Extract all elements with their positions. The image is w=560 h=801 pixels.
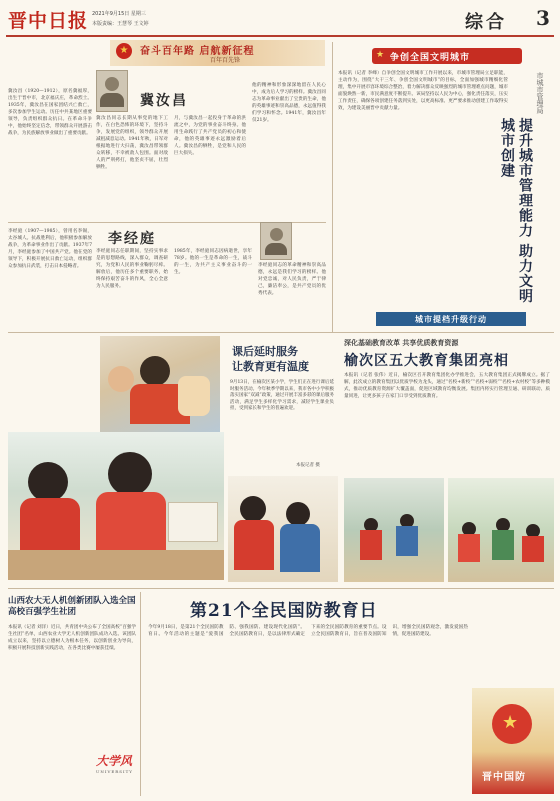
photo-caption-body: 9月13日，在榆次区某小学，学生们正在进行课后延时服务活动。今年秋季学期以来，我市各中小学积极落实国家“双减”政策，通过开展丰富多彩的课后服务活动，满足学生多样化学习需求，减轻学生课业负担，受到家长和学生的普遍欢迎。 bbox=[230, 380, 334, 411]
badge-text: 争创全国文明城市 bbox=[390, 53, 471, 63]
lizhiting-col2: 李经庭同志任职期间，坚持实事求是的思想路线，深入群众，调查研究，为党和人民的事业鞠躬尽瘁。解放后，他历任多个重要职务，始终保持艰苦奋斗的作风，全心全意为人民服务。 bbox=[96, 249, 168, 289]
urban-subhead: 市城市管理局 bbox=[536, 72, 544, 114]
civilization-badge bbox=[372, 48, 522, 64]
masthead bbox=[0, 0, 560, 40]
divider bbox=[8, 588, 554, 589]
students-photo-1 bbox=[344, 478, 444, 582]
classroom-photo-top bbox=[100, 336, 220, 434]
issue-date: 2021年9月15日 星期三 bbox=[92, 11, 146, 17]
defense-poster: ★ 晋中国防 bbox=[472, 688, 554, 794]
lizhiting-col3: 1985年，李经庭同志因病逝世，享年78岁。他的一生是革命的一生，战斗的一生，为共产主义事业奋斗的一生。 bbox=[174, 249, 252, 275]
banner-subtitle: 百年百先锋 bbox=[210, 57, 241, 64]
university-logo-sub: UNIVERSITY bbox=[96, 769, 133, 774]
masthead-rule bbox=[6, 35, 554, 37]
urban-headline: 提升城市管理能力 助力文明城市创建 bbox=[499, 118, 533, 304]
jiruchang-col1: 冀汝昌（1920—1912），原名冀福厚，出生于晋中市，北京福庆庄，革命烈士。1935年，冀汝昌在国家团结兴亡救亡，多次参加学生运动。历任中共某地区重要领导，负责组织群众抗日。在革命斗争中，他始终坚定信念，带领群众开展游击战争，为民族解放事业做出了重要贡献。 bbox=[8, 89, 92, 136]
jiruchang-col2: 冀汝昌同志长期从事党的地下工作，在白色恐怖的环境下，坚持斗争，发展党的组织，领导群众开展减租减息运动。1941年秋，日军对根据地进行大扫荡，冀汝昌带领群众转移，不幸被敌人包围。面对敌人的严刑拷打，他坚贞不屈，壮烈牺牲。 bbox=[96, 116, 168, 170]
university-logo-text: 大学风 bbox=[96, 754, 133, 768]
education-body: 本报讯（记者 张伟）近日，榆次区召开教育集团化办学推进会，五大教育集团正式揭牌成立。据了解，此次成立的教育集团以优质学校为龙头，通过“名校+新校”“名校+弱校”“名校+农村校”等多种模式，推动优质教育资源扩大覆盖面，促进区域教育均衡发展。集团内将实行管理互通、研训联动、质量同进，让更多孩子在家门口享受到优质教育。 bbox=[344, 373, 550, 399]
urban-article-body: 本报讯（记者 李峰）自争创全国文明城市工作开展以来，市城市管理局立足职能，主动作为，围绕“大干三年、争创全国文明城市”的目标，全面加强城市精细化管理，集中开展市容环境综合整治，着力解决群众反映强烈的城市管理难点问题，城市面貌焕然一新，市民满意度不断提升。该局坚持以人民为中心，强化责任落实，压实工作责任，确保各项创建任务落到实处，以更高标准、更严要求推动创建工作取得实效，为建设美丽晋中贡献力量。 bbox=[338, 71, 508, 111]
students-photo-2 bbox=[448, 478, 554, 582]
education-headline: 榆次区五大教育集团亮相 bbox=[344, 353, 509, 369]
photo-credit: 本报记者 摄 bbox=[296, 463, 320, 468]
banner-title: 奋斗百年路 启航新征程 bbox=[140, 46, 255, 57]
classroom-photo-main bbox=[8, 432, 224, 580]
editor-credit: 本版责编：王慧琴 王文婷 bbox=[92, 21, 149, 27]
defense-headline: 第21个全民国防教育日 bbox=[190, 601, 378, 621]
scholar-headline: 山西农大无人机创新团队入选全国高校百强学生社团 bbox=[8, 596, 136, 617]
newspaper-logo: 晋中日报 bbox=[8, 10, 89, 32]
education-kicker: 深化基础教育改革 共享优质教育资源 bbox=[344, 338, 459, 347]
jiruchang-name: 冀汝昌 bbox=[140, 93, 188, 109]
column-divider bbox=[140, 592, 141, 796]
section-title: 综合 bbox=[465, 12, 507, 33]
lizhiting-name: 李经庭 bbox=[108, 231, 156, 247]
jiruchang-col4: 他的精神和形象深深地留在人民心中，成为后人学习的榜样。冀汝昌同志为革命事业献出了宝贵的生命，他的英雄事迹和崇高品德，永远值得我们学习和怀念。1941年，冀汝昌年仅21岁。 bbox=[252, 83, 326, 123]
page-number: 3 bbox=[536, 6, 550, 30]
defense-badge: 晋中国防 bbox=[482, 772, 526, 783]
lizhiting-portrait bbox=[260, 222, 292, 260]
defense-body: 今年9月18日，是第21个全民国防教育日。今年活动的主题是“爱我国防、强我国防、建设现代化国防”。全民国防教育日，是以法律形式确定下来的全民国防教育的重要节点。设立全民国防教育日，旨在普及国防知识，增强全民国防观念，激发爱国热情，促进国防建设。 bbox=[148, 625, 468, 637]
party-banner bbox=[110, 40, 325, 66]
badge-star-icon: ★ bbox=[376, 50, 385, 60]
divider bbox=[8, 332, 554, 333]
photo-caption-title: 课后延时服务 让教育更有温度 bbox=[232, 345, 309, 373]
scholar-body: 本报讯（记者 刘洋）近日，共青团中央公布了全国高校“百强学生社团”名单，山西农业大学无人机创新团队成功入选。该团队成立以来，坚持以立德树人为根本任务，以创新创业为导向，积极开展科技创新实践活动，在各类比赛中屡获佳绩。 bbox=[8, 625, 136, 651]
party-emblem-icon: ★ bbox=[116, 43, 132, 59]
urban-footer-banner: 城市提档升级行动 bbox=[376, 312, 526, 326]
university-logo bbox=[96, 752, 142, 790]
jiruchang-portrait bbox=[96, 70, 128, 112]
jiruchang-col3: 月，与冀汝昌一起投身于革命的洪流之中，为党的事业奋斗终身。他用生命践行了共产党员的初心和使命，他的英雄事迹永远激励着后人。冀汝昌的牺牲，是党和人民的巨大损失。 bbox=[174, 116, 246, 156]
lizhiting-col4: 李经庭同志的革命精神和崇高品德，永远是我们学习的榜样。他对党忠诚，对人民负责，严于律己，廉洁奉公，是共产党员的优秀代表。 bbox=[258, 263, 326, 296]
column-divider bbox=[332, 42, 333, 332]
classroom-photo-right bbox=[228, 476, 338, 582]
lizhiting-col1: 李经庭（1907—1985），曾用名李锡，太谷城人。抗战胜利后，他积极参加解放战争，为革命事业作出了贡献。1937年7月，李经庭参加了中国共产党。他在党的领导下，积极开展抗日救亡运动，组织群众参加抗日武装，打击日本侵略者。 bbox=[8, 229, 92, 269]
